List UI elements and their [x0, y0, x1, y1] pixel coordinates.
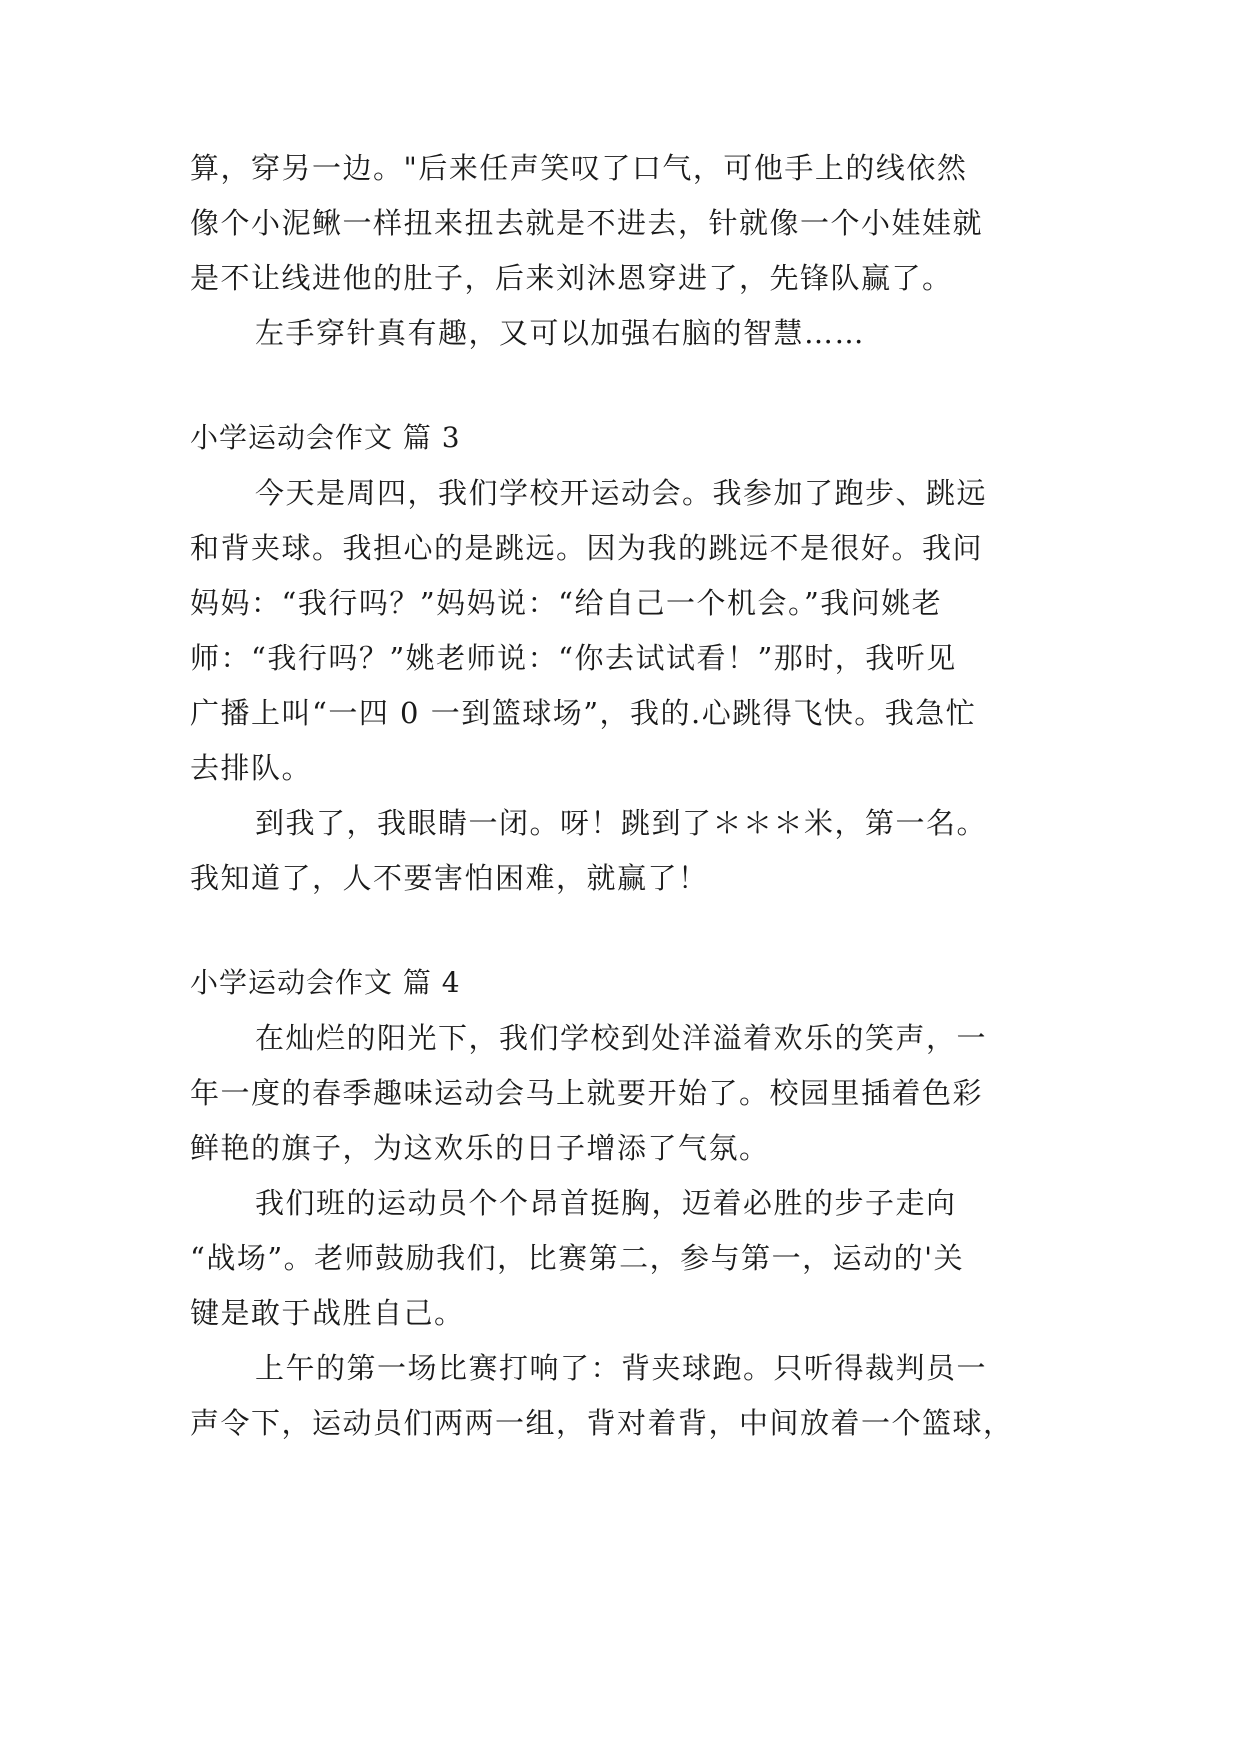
paragraph-line: 鲜艳的旗子，为这欢乐的日子增添了气氛。	[190, 1131, 770, 1165]
paragraph-line: 广播上叫“一四 0 一到篮球场”，我的.心跳得飞快。我急忙	[190, 696, 977, 730]
paragraph-line: 到我了，我眼睛一闭。呀！跳到了＊＊＊米，第一名。	[255, 806, 988, 840]
paragraph-line: 键是敢于战胜自己。	[190, 1296, 465, 1330]
paragraph-line: 我们班的运动员个个昂首挺胸，迈着必胜的步子走向	[255, 1186, 957, 1220]
paragraph-line: 声令下，运动员们两两一组，背对着背，中间放着一个篮球，	[190, 1406, 1014, 1440]
paragraph-line: 像个小泥鳅一样扭来扭去就是不进去，针就像一个小娃娃就	[190, 206, 984, 240]
essay-heading-4: 小学运动会作文 篇 4	[190, 966, 461, 999]
essay-heading-3: 小学运动会作文 篇 3	[190, 421, 461, 454]
paragraph-line: 今天是周四，我们学校开运动会。我参加了跑步、跳远	[255, 476, 988, 510]
paragraph-line: 上午的第一场比赛打响了：背夹球跑。只听得裁判员一	[255, 1351, 988, 1385]
paragraph-line: “战场”。老师鼓励我们，比赛第二，参与第一，运动的'关	[190, 1241, 965, 1275]
paragraph-line: 算，穿另一边。"后来任声笑叹了口气，可他手上的线依然	[190, 151, 968, 185]
paragraph-line: 年一度的春季趣味运动会马上就要开始了。校园里插着色彩	[190, 1076, 984, 1110]
paragraph-line: 和背夹球。我担心的是跳远。因为我的跳远不是很好。我问	[190, 531, 984, 565]
paragraph-line: 去排队。	[190, 751, 313, 785]
paragraph-line: 在灿烂的阳光下，我们学校到处洋溢着欢乐的笑声，一	[255, 1021, 988, 1055]
paragraph-line: 是不让线进他的肚子，后来刘沐恩穿进了，先锋队赢了。	[190, 261, 953, 295]
paragraph-line: 我知道了，人不要害怕困难，就赢了！	[190, 861, 709, 895]
paragraph-line: 师：“我行吗？”姚老师说：“你去试试看！”那时，我听见	[190, 641, 957, 675]
paragraph-line: 左手穿针真有趣，又可以加强右脑的智慧……	[255, 316, 866, 350]
paragraph-line: 妈妈：“我行吗？”妈妈说：“给自己一个机会。”我问姚老	[190, 586, 943, 620]
